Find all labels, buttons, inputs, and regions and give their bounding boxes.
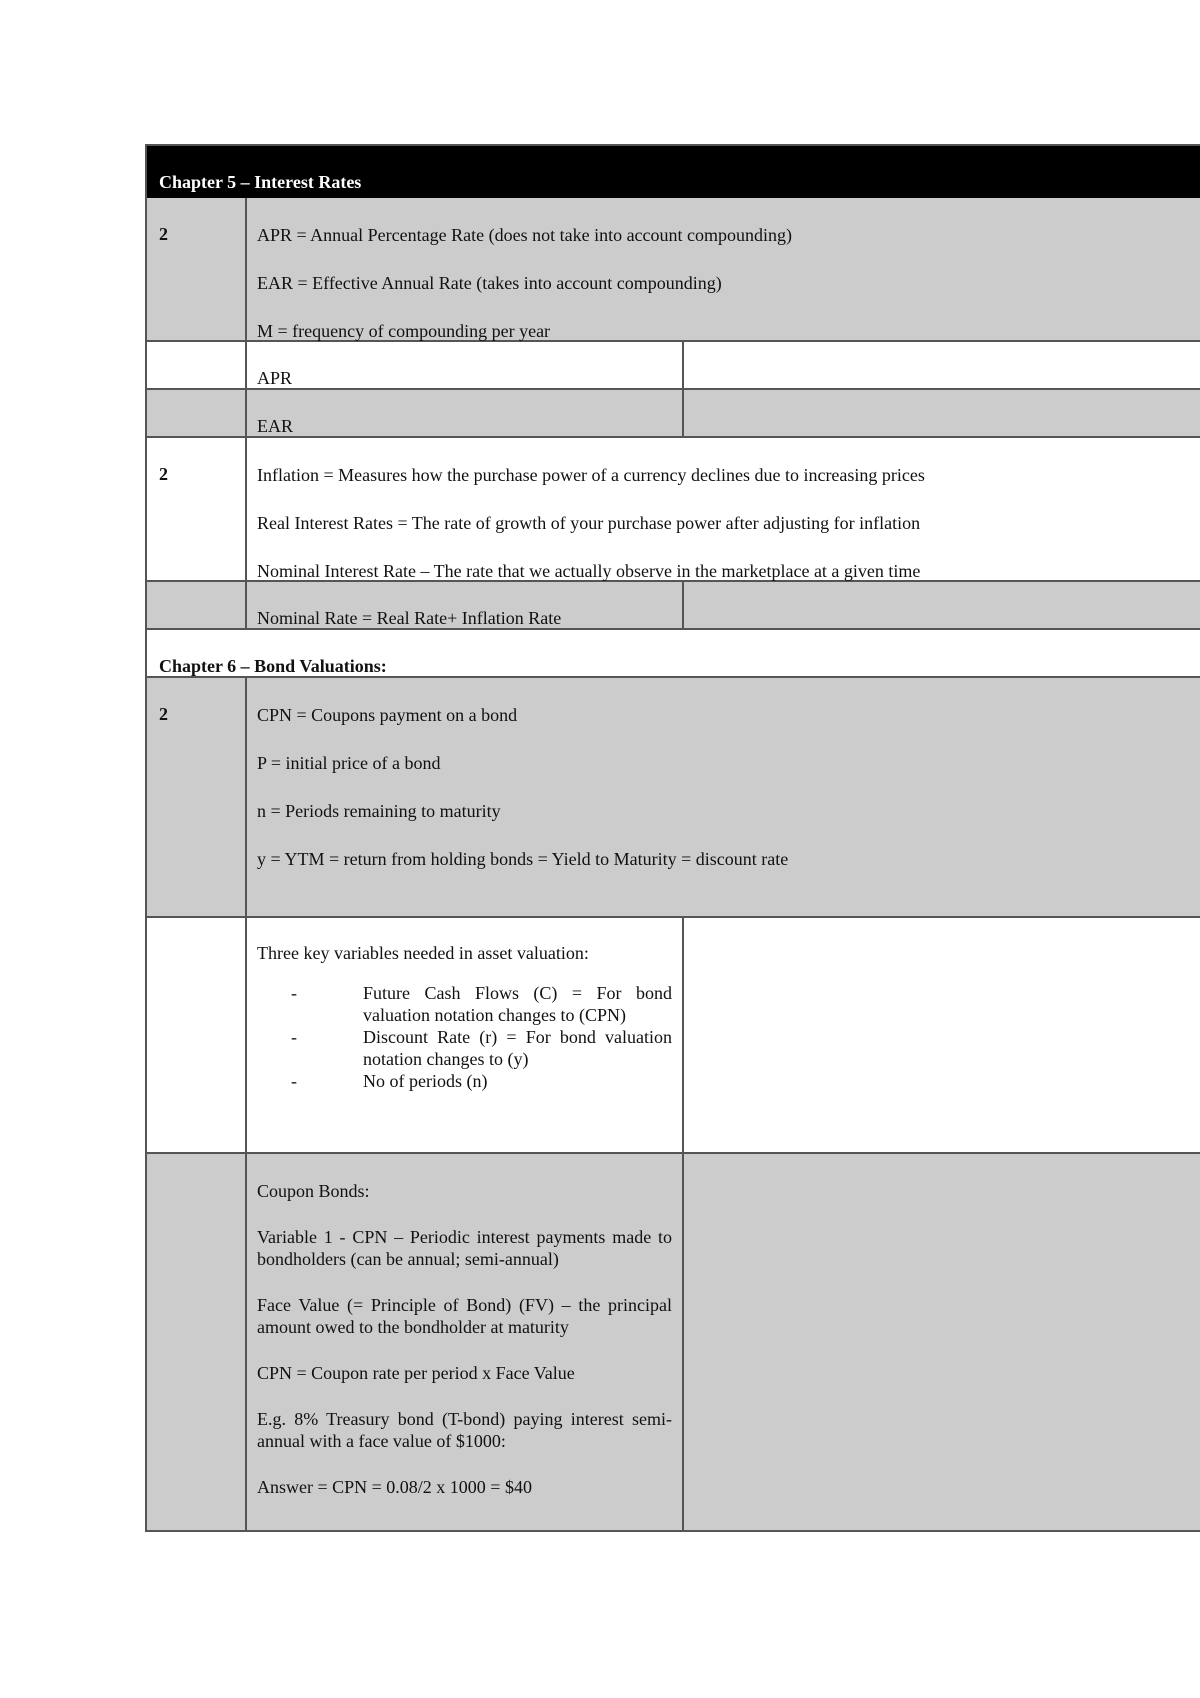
- definitions-cell: [247, 678, 1200, 916]
- coupon-paragraph: CPN = Coupon rate per period x Face Value: [257, 1363, 575, 1383]
- definitions-cell: [247, 438, 1200, 580]
- row-number-empty: [147, 582, 247, 628]
- list-item: [257, 1070, 672, 1092]
- apr-label: APR: [247, 342, 684, 388]
- apr-formula-cell: [684, 342, 1200, 388]
- key-variables-list: [257, 982, 672, 1092]
- bond-definitions-row: [147, 678, 1200, 918]
- row-number: 2: [147, 438, 247, 580]
- chapter5-heading: Chapter 5 – Interest Rates: [159, 172, 362, 192]
- coupon-paragraph: Variable 1 - CPN – Periodic interest payments made to bondholders (can be annual; semi-annual): [257, 1227, 672, 1269]
- list-item: [257, 982, 672, 1026]
- dash-bullet: -: [291, 983, 297, 1003]
- definitions-cell: [247, 198, 1200, 340]
- nominal-rate-row: [147, 582, 1200, 630]
- coupon-formula-cell: [684, 1154, 1200, 1530]
- definition-line: Nominal Interest Rate – The rate that we actually observe in the marketplace at a given time: [257, 561, 921, 581]
- definition-line: APR = Annual Percentage Rate (does not take into account compounding): [257, 225, 793, 245]
- list-item-text: No of periods (n): [363, 1071, 488, 1091]
- coupon-paragraph: E.g. 8% Treasury bond (T-bond) paying interest semi-annual with a face value of $1000:: [257, 1409, 672, 1451]
- coupon-paragraph: Face Value (= Principle of Bond) (FV) – the principal amount owed to the bondholder at maturity: [257, 1295, 672, 1337]
- key-variables-intro: Three key variables needed in asset valuation:: [257, 943, 589, 963]
- list-item: [257, 1026, 672, 1070]
- key-variables-formula-cell: [684, 918, 1200, 1152]
- list-item-text: Future Cash Flows (C) = For bond valuation notation changes to (CPN): [363, 983, 672, 1025]
- row-number-empty: [147, 342, 247, 388]
- ear-label: EAR: [247, 390, 684, 436]
- key-variables-row: [147, 918, 1200, 1154]
- definition-line: Inflation = Measures how the purchase power of a currency declines due to increasing prices: [257, 465, 925, 485]
- coupon-paragraph: Coupon Bonds:: [257, 1181, 370, 1201]
- dash-bullet: -: [291, 1027, 297, 1047]
- chapter6-heading-row: [147, 630, 1200, 678]
- row-number-empty: [147, 390, 247, 436]
- key-variables-cell: [247, 918, 684, 1152]
- definition-line: M = frequency of compounding per year: [257, 321, 551, 341]
- ear-formula-cell: [684, 390, 1200, 436]
- nominal-rate-formula: Nominal Rate = Real Rate+ Inflation Rate: [247, 582, 684, 628]
- definition-line: n = Periods remaining to maturity: [257, 801, 501, 821]
- definition-line: Real Interest Rates = The rate of growth of your purchase power after adjusting for inflation: [257, 513, 921, 533]
- definition-line: y = YTM = return from holding bonds = Yield to Maturity = discount rate: [257, 849, 789, 869]
- notes-table: [145, 144, 1200, 1532]
- coupon-paragraph: Answer = CPN = 0.08/2 x 1000 = $40: [257, 1477, 532, 1497]
- chapter5-heading-row: [147, 146, 1200, 198]
- row-number-empty: [147, 1154, 247, 1530]
- row-number-empty: [147, 918, 247, 1152]
- definition-line: EAR = Effective Annual Rate (takes into account compounding): [257, 273, 722, 293]
- apr-ear-definitions-row: [147, 198, 1200, 342]
- dash-bullet: -: [291, 1071, 297, 1091]
- row-number: 2: [147, 198, 247, 340]
- list-item-text: Discount Rate (r) = For bond valuation notation changes to (y): [363, 1027, 672, 1069]
- ear-row: [147, 390, 1200, 438]
- coupon-bonds-row: [147, 1154, 1200, 1532]
- nominal-rate-formula-cell: [684, 582, 1200, 628]
- definition-line: CPN = Coupons payment on a bond: [257, 705, 518, 725]
- coupon-bonds-cell: [247, 1154, 684, 1530]
- row-number: 2: [147, 678, 247, 916]
- chapter6-heading: Chapter 6 – Bond Valuations:: [159, 656, 387, 676]
- apr-row: [147, 342, 1200, 390]
- definition-line: P = initial price of a bond: [257, 753, 441, 773]
- inflation-definitions-row: [147, 438, 1200, 582]
